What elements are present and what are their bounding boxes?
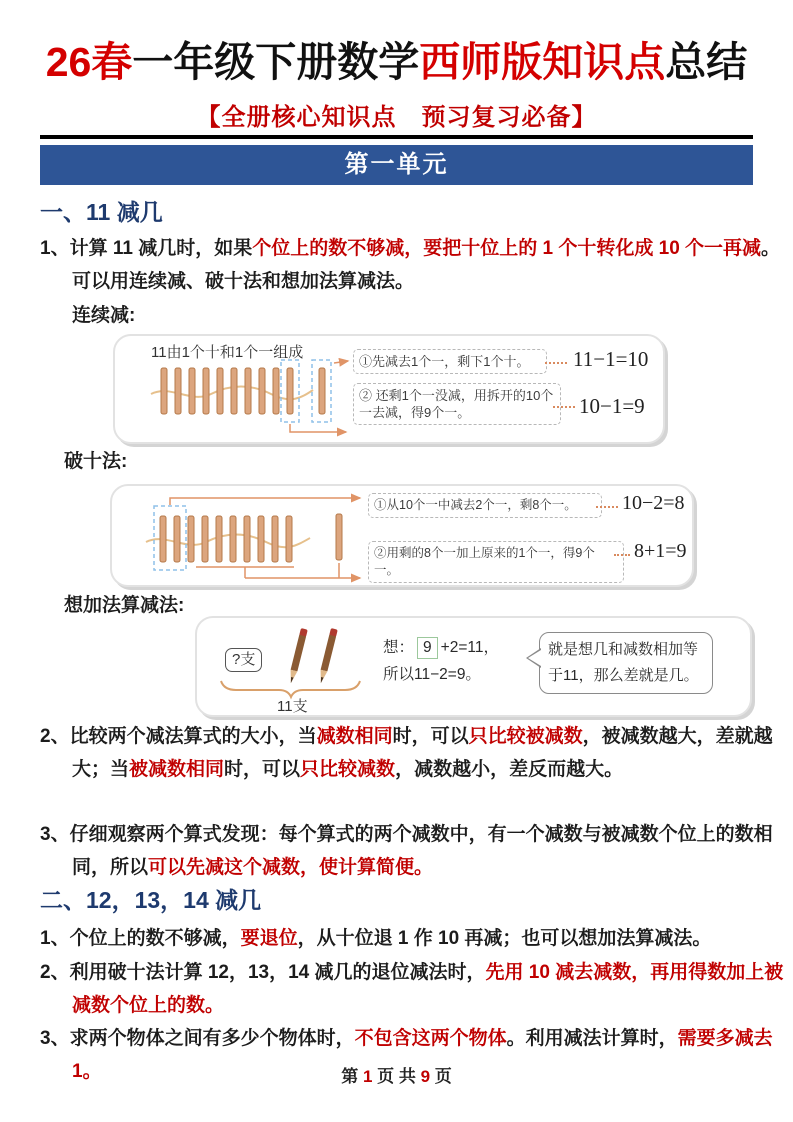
equation-2: 10−1=9: [579, 394, 645, 418]
method-label-think-add: 想加法算减法:: [64, 595, 185, 616]
speech-bubble: [539, 632, 713, 694]
bracket-lines: [196, 563, 339, 578]
title-part: 西师版知识点: [419, 39, 666, 85]
footer-text: 页 共: [372, 1067, 421, 1086]
equation-1: 10−2=8: [622, 492, 685, 514]
current-page-number: 1: [362, 1067, 373, 1086]
figure-break-ten: [110, 484, 694, 587]
text-segment: ，从十位退 1 作 10 再减；也可以想加法算减法。: [297, 928, 712, 949]
bubble-tail-icon: [516, 648, 541, 668]
footer-text: 页: [430, 1067, 452, 1086]
paragraph-2: [40, 720, 786, 786]
paragraph-3: [40, 818, 786, 884]
pencil-icon: [317, 628, 337, 684]
method-label-continuous: 连续减:: [72, 305, 136, 326]
text-segment: 1、个位上的数不够减，: [40, 928, 241, 949]
text-segment: 个位上的数不够减，要把十位上的 1 个十转化成 10 个一再减: [252, 238, 762, 259]
page-title: [0, 34, 793, 90]
single-stick: [319, 368, 325, 414]
text-segment: ，被减数越大，差就越大；当: [72, 726, 773, 780]
think-rest: +2=11，: [440, 639, 499, 656]
footer-text: 第: [341, 1067, 363, 1086]
unknown-count-tag: ?支: [225, 648, 262, 672]
text-segment: 2、比较两个减法算式的大小，当: [40, 726, 317, 747]
section-2-heading: 二、12，13，14 减几: [40, 887, 262, 913]
arrow-to-step1: [334, 361, 348, 363]
text-segment: 减数相同: [316, 726, 393, 747]
bundle-of-ten-sticks: [160, 516, 292, 562]
text-segment: 可以先减这个减数，使计算简便。: [148, 857, 434, 878]
divider-line: [40, 135, 753, 139]
think-prefix: 想：: [383, 639, 415, 656]
text-segment: 先用 10 减去减数，再用得数加上被减数个位上的数。: [72, 962, 784, 1016]
section2-paragraph-2: [40, 956, 786, 1022]
title-part: 一年级下册数学: [132, 39, 420, 85]
think-text: [383, 634, 499, 688]
wavy-tie-line: [146, 535, 310, 548]
equation-1: 11−1=10: [573, 347, 649, 371]
dotted-connector: [545, 362, 567, 364]
step-box-1: ①从10个一中减去2个一，剩8个一。: [368, 493, 602, 518]
text-segment: 1、计算 11 减几时，如果: [40, 238, 253, 259]
text-segment: 时，可以: [224, 759, 301, 780]
text-segment: 。利用减法计算时，: [506, 1028, 678, 1049]
total-count-label: 11支: [277, 698, 308, 715]
text-segment: 时，可以: [392, 726, 469, 747]
arrow-to-step2: [290, 424, 346, 432]
text-segment: 不包含这两个物体: [354, 1028, 507, 1049]
title-part: 总结: [665, 39, 748, 85]
figure-think-addition: [195, 616, 752, 717]
figure-caption: 11由1个十和1个一组成: [151, 344, 304, 361]
text-segment: 需要多减去 1。: [72, 1028, 773, 1082]
dotted-connector: [596, 506, 618, 508]
arrow-to-step1: [170, 498, 360, 505]
text-segment: 被减数相同: [129, 759, 225, 780]
text-segment: 3、求两个物体之间有多少个物体时，: [40, 1028, 355, 1049]
section2-paragraph-1: [40, 922, 786, 955]
text-segment: 2、利用破十法计算 12，13，14 减几的退位减法时，: [40, 962, 486, 983]
dotted-connector: [614, 554, 630, 556]
unit-banner: 第一单元: [40, 145, 753, 185]
method-label-break-ten: 破十法:: [64, 451, 128, 472]
equation-2: 8+1=9: [634, 540, 687, 562]
text-segment: 3、仔细观察两个算式发现：每个算式的两个减数中，有一个减数与被减数个位上的数相同，所以: [40, 824, 773, 878]
bundle-of-ten-sticks: [161, 368, 293, 414]
single-stick: [336, 514, 342, 560]
text-segment: ，减数越小，差反而越大。: [395, 759, 624, 780]
think-line2: 所以11−2=9。: [383, 666, 481, 683]
dashed-highlight-two-sticks: [154, 506, 186, 570]
figure-continuous-subtraction: [113, 334, 665, 444]
step-box-1: ①先减去1个一，剩下1个十。: [353, 349, 547, 374]
boxed-number: 9: [417, 637, 438, 659]
section-1-heading: 一、11 减几: [40, 199, 163, 225]
step-box-2: ② 还剩1个一没减，用拆开的10个一去减，得9个一。: [353, 383, 561, 425]
total-page-number: 9: [420, 1067, 431, 1086]
page-subtitle: 【全册核心知识点 预习复习必备】: [196, 104, 597, 131]
text-segment: 只比较被减数: [468, 726, 583, 747]
text-segment: 只比较减数: [300, 759, 396, 780]
text-segment: 要退位: [240, 928, 298, 949]
paragraph-1: [40, 232, 786, 298]
text-segment: 。可以用连续减、破十法和想加法算减法。: [72, 238, 781, 292]
title-part: 26春: [45, 39, 133, 85]
pencil-icon: [287, 628, 307, 684]
page-footer: [0, 1062, 793, 1087]
dotted-connector: [553, 406, 575, 408]
step-box-2: ②用剩的8个一加上原来的1个一，得9个一。: [368, 541, 624, 583]
bubble-text: 就是想几和减数相加等于11，那么差就是几。: [548, 641, 699, 684]
